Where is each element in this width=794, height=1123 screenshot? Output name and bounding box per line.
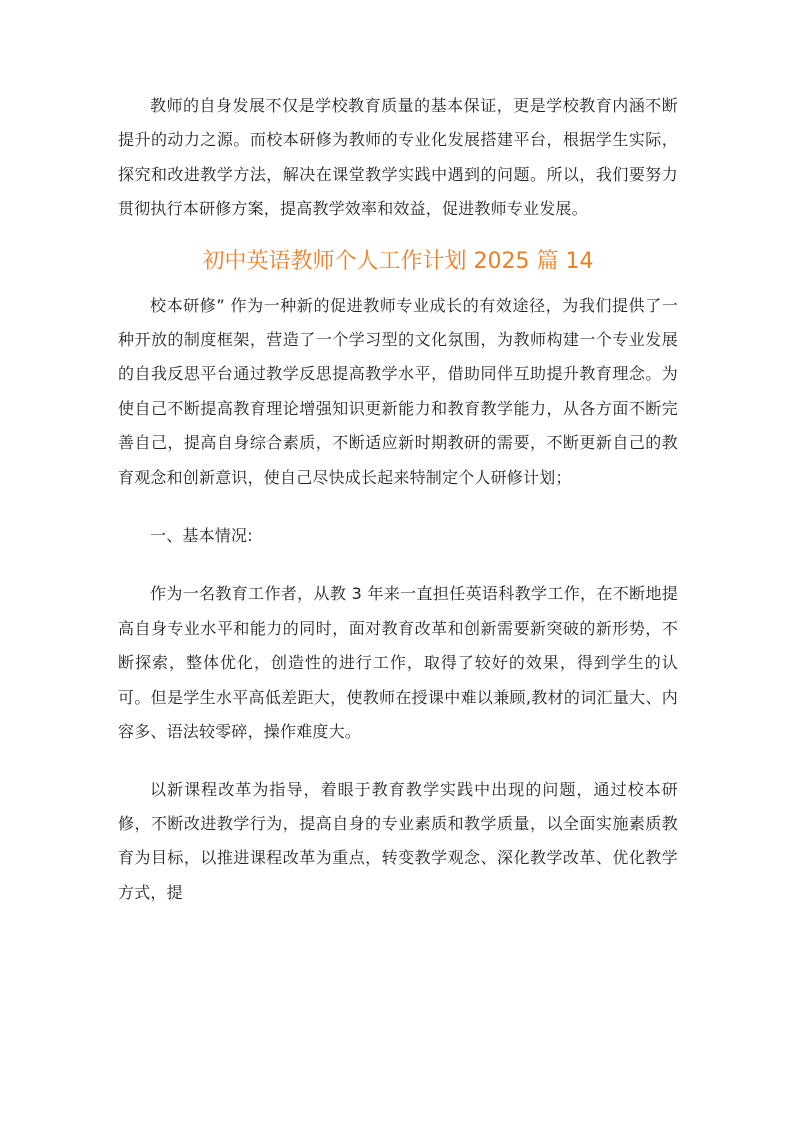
paragraph-school-based-training: 校本研修” 作为一种新的促进教师专业成长的有效途径，为我们提供了一种开放的制度框架，营造了一个学习型的文化氛围，为教师构建一个专业发展的自我反思平台通过教学反思提高教学水平，借助同伴互助提升教育理念。为使自己不断提高教育理论增强知识更新能力和教育教学能力，从各方面不断完善自己，提高自身综合素质，不断适应新时期教研的需要，不断更新自己的教育观念和创新意识，使自己尽快成长起来特制定个人研修计划；: [118, 295, 678, 487]
paragraph-heading-basic-situation: 一、基本情况:: [150, 526, 253, 546]
section-title: 初中英语教师个人工作计划 2025 篇 14: [202, 248, 594, 274]
intro-paragraph: 教师的自身发展不仅是学校教育质量的基本保证，更是学校教育内涵不断提升的动力之源。而校本研修为教师的专业化发展搭建平台，根据学生实际，探究和改进教学方法，解决在课堂教学实践中遇到的问题。所以，我们要努力贯彻执行本研修方案，提高教学效率和效益，促进教师专业发展。: [118, 96, 678, 219]
paragraph-teaching-experience: 作为一名教育工作者，从教 3 年来一直担任英语科教学工作，在不断地提高自身专业水平和能力的同时，面对教育改革和创新需要新突破的新形势，不断探索，整体优化，创造性的进行工作，取得了较好的效果，得到学生的认可。但是学生水平高低差距大，使教师在授课中难以兼顾,教材的词汇量大、内容多、语法较零碎，操作难度大。: [118, 584, 678, 742]
document-body: [118, 89, 678, 910]
paragraph-curriculum-reform: 以新课程改革为指导，着眼于教育教学实践中出现的问题，通过校本研修，不断改进教学行为，提高自身的专业素质和教学质量，以全面实施素质教育为目标，以推进课程改革为重点，转变教学观念、深化教学改革、优化教学方式，提: [118, 779, 678, 902]
